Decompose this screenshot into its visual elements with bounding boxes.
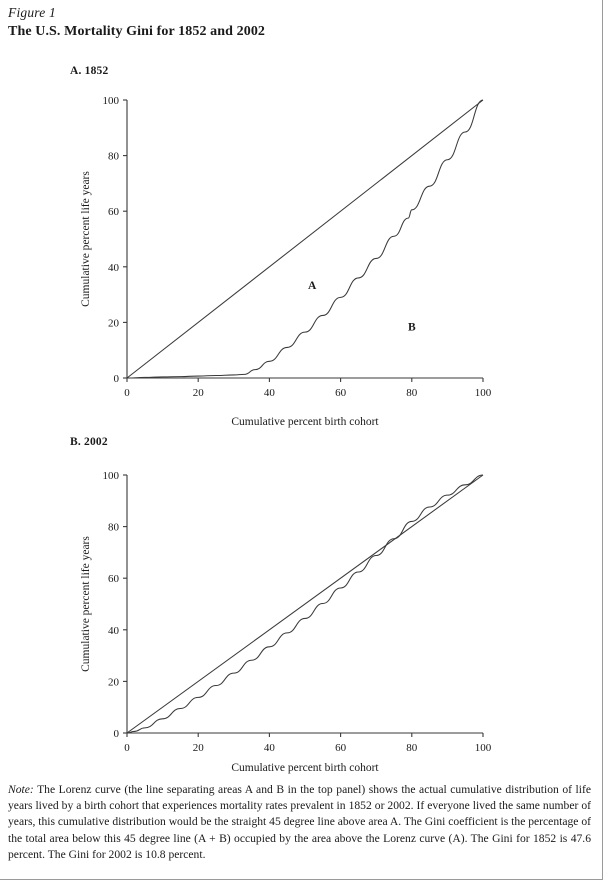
panel-b-xaxis-title: Cumulative percent birth cohort bbox=[231, 762, 379, 774]
y-axis-tick-label: 0 bbox=[113, 728, 119, 740]
x-axis-tick-label: 80 bbox=[406, 742, 418, 754]
x-axis-tick-label: 60 bbox=[335, 387, 347, 399]
y-axis-tick-label: 20 bbox=[108, 317, 119, 330]
page-title: The U.S. Mortality Gini for 1852 and 2002 bbox=[8, 24, 266, 39]
chart-panel-a bbox=[0, 60, 603, 430]
y-axis-title: Cumulative percent life years bbox=[80, 171, 92, 307]
x-axis-tick-label: 20 bbox=[192, 742, 204, 754]
x-axis-tick-label: 40 bbox=[263, 387, 275, 399]
x-axis-tick-label: 80 bbox=[406, 387, 418, 399]
x-axis-tick-label: 60 bbox=[335, 742, 347, 754]
y-axis-tick-label: 40 bbox=[108, 624, 119, 637]
y-axis-tick-label: 100 bbox=[102, 95, 119, 107]
y-axis-tick-label: 80 bbox=[108, 150, 119, 163]
y-axis-tick-label: 40 bbox=[108, 261, 119, 274]
note-lead-label: Note: bbox=[8, 783, 34, 796]
lorenz-chart-2002 bbox=[0, 432, 603, 758]
note-body-text: The Lorenz curve (the line separating areas A and B in the top panel) shows the actual cumulative distribution of life years lived by a birth cohort that experiences mortality rates prevalent in 1852 or 2002. If everyone lived the same number of years, this cumulative distribution would be the straight 45 degree line above area A. The Gini coefficient is the percentage of the total area below this 45 degree line (A + B) occupied by the area above the Lorenz curve (A). The Gini for 1852 is 47.6 percent. The Gini for 2002 is 10.8 percent. bbox=[8, 783, 591, 861]
chart-panel-b bbox=[0, 432, 603, 777]
x-axis-tick-label: 20 bbox=[192, 387, 204, 399]
panel-a-xaxis-title: Cumulative percent birth cohort bbox=[231, 416, 379, 428]
area-label: B bbox=[407, 321, 416, 334]
y-axis-tick-label: 20 bbox=[108, 676, 119, 689]
series-equality-line bbox=[127, 475, 483, 733]
x-axis-tick-label: 100 bbox=[474, 387, 492, 399]
figure-label: Figure 1 bbox=[8, 5, 56, 20]
figure-note bbox=[8, 782, 591, 863]
panel-a-title: A. 1852 bbox=[70, 65, 109, 77]
y-axis-tick-label: 60 bbox=[108, 573, 119, 586]
y-axis-tick-label: 0 bbox=[113, 373, 119, 385]
x-axis-tick-label: 0 bbox=[124, 387, 130, 399]
x-axis-tick-label: 0 bbox=[124, 742, 130, 754]
y-axis-title: Cumulative percent life years bbox=[80, 536, 92, 672]
lorenz-chart-1852 bbox=[0, 60, 603, 410]
x-axis-tick-label: 100 bbox=[474, 742, 492, 754]
y-axis-tick-label: 80 bbox=[108, 521, 119, 534]
panel-b-title: B. 2002 bbox=[70, 436, 108, 448]
x-axis-tick-label: 40 bbox=[263, 742, 275, 754]
area-label: A bbox=[307, 280, 317, 293]
y-axis-tick-label: 100 bbox=[102, 470, 119, 482]
y-axis-tick-label: 60 bbox=[108, 206, 119, 219]
series-equality-line bbox=[127, 100, 483, 378]
